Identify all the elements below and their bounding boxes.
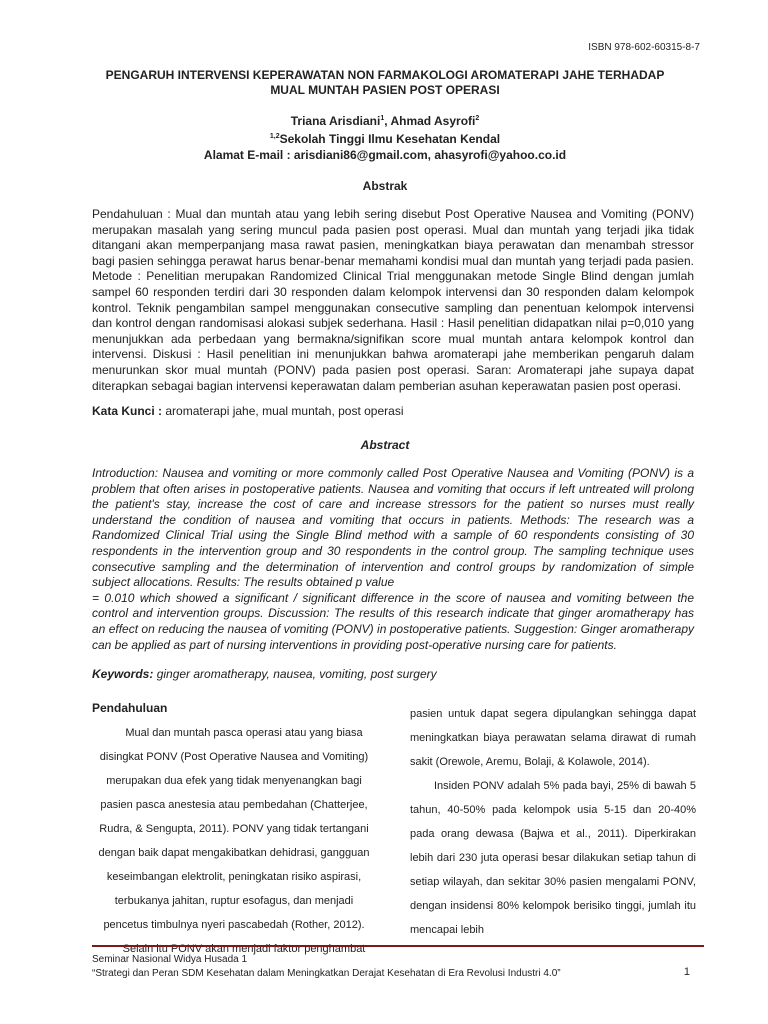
abstrak-heading: Abstrak — [362, 179, 408, 193]
body-line: terbukanya jahitan, ruptur esofagus, dan menjadi — [114, 895, 354, 907]
isbn-label: ISBN 978-602-60315-8-7 — [588, 42, 700, 53]
body-paragraph: Insiden PONV adalah 5% pada bayi, 25% di bawah 5 tahun, 40-50% pada kelompok usia 5-15 dan 20-40% pada orang dewasa (Bajwa et al., 2011). Diperkirakan lebih dari 230 juta operasi besar dilakukan setiap tahun di setiap wilayah, dan sekitar 30% pasien mengalami PONV, dengan insidensi 80% kelompok berisiko tinggi, jumlah itu mencapai lebih — [410, 780, 696, 936]
abstract-paragraph-2: = 0.010 which showed a significant / significant difference in the score of nausea and vomiting between the control and intervention groups. Discussion: The results of this research indicate that ginger aromatherapy has an effect on reducing the nausea of vomiting (PONV) in postoperative patients. Suggestion: Ginger aromatherapy can be applied as part of nursing interventions in providing post-operative nursing care for patients. — [92, 590, 694, 652]
kata-kunci-label: Kata Kunci : — [92, 404, 163, 418]
body-line: disingkat PONV (Post Operative Nausea and Vomiting) — [99, 751, 369, 763]
footer-line-1: Seminar Nasional Widya Husada 1 — [92, 954, 248, 965]
body-line: Selain itu PONV akan menjadi faktor penghambat — [122, 943, 366, 955]
abstract-body — [92, 466, 694, 653]
kata-kunci-text: aromaterapi jahe, mual muntah, post operasi — [162, 404, 404, 418]
body-paragraph: pasien untuk dapat segera dipulangkan sehingga dapat meningkatkan biaya perawatan selama dirawat di rumah sakit (Orewole, Aremu, Bolaji, & Kolawole, 2014). — [410, 708, 696, 768]
author-2-sup: 2 — [475, 115, 480, 122]
body-line: dengan baik dapat mengakibatkan dehidrasi, gangguan — [98, 847, 370, 859]
section-heading-pendahuluan: Pendahuluan — [92, 701, 168, 715]
keywords-label: Keywords: — [92, 667, 154, 681]
kata-kunci — [92, 404, 694, 418]
body-line: pencetus timbulnya nyeri pascabedah (Rother, 2012). — [103, 919, 365, 931]
author-block — [95, 111, 675, 163]
column-right — [410, 702, 696, 942]
footer-rule — [92, 945, 704, 947]
paper-title: PENGARUH INTERVENSI KEPERAWATAN NON FARMAKOLOGI AROMATERAPI JAHE TERHADAP MUAL MUNTAH PASIEN POST OPERASI — [105, 68, 665, 97]
body-line: merupakan dua efek yang tidak menyenangkan bagi — [106, 775, 362, 787]
keywords-text: ginger aromatherapy, nausea, vomiting, post surgery — [153, 667, 437, 681]
abstrak-body: Pendahuluan : Mual dan muntah atau yang lebih sering disebut Post Operative Nausea and Vomiting (PONV) merupakan masalah yang sering muncul pada pasien post operasi. Mual dan muntah yang terjadi jika tidak ditangani akan memperpanjang masa rawat pasien, meningkatkan biaya perawatan dan menambah stressor bagi pasien sehingga perawat harus benar-benar memahami kondisi mual dan muntah yang terjadi pada pasien. Metode : Penelitian merupakan Randomized Clinical Trial menggunakan metode Single Blind dengan jumlah sampel 60 responden terdiri dari 30 responden dalam kelompok intervensi dan 30 responden dalam kelompok kontrol. Teknik pengambilan sampel menggunakan consecutive sampling dan penentuan kelompok intervensi dan kontrol dengan randomisasi alokasi subjek sederhana. Hasil : Hasil penelitian didapatkan nilai p=0,010 yang menunjukkan ada perbedaan yang bermakna/signifikan score mual muntah antara kelompok kontrol dan intervensi. Diskusi : Hasil penelitian ini menunjukkan bahwa aromaterapi jahe memberikan pengaruh dalam menurunkan skor mual muntah (PONV) pada pasien post operasi. Saran: Aromaterapi jahe supaya dapat diterapkan sebagai bagian intervensi keperawatan dalam pemberian asuhan keperawatan pasien post operasi. — [92, 207, 694, 393]
author-2: , Ahmad Asyrofi — [384, 114, 476, 128]
affiliation-sup: 1,2 — [269, 133, 280, 140]
page-number: 1 — [683, 966, 690, 978]
body-line: Mual dan muntah pasca operasi atau yang biasa — [125, 727, 363, 739]
author-line — [95, 111, 675, 129]
abstract-paragraph-1: Introduction: Nausea and vomiting or more commonly called Post Operative Nausea and Vomiting (PONV) is a problem that often arises in postoperative patients. Nausea and vomiting that occurs if left untreated will prolong the patient's stay, increase the cost of care and increase stressors for the patient so nurses must really understand the condition of nausea and vomiting that occurs in patients. Methods: The research was a Randomized Clinical Trial using the Single Blind method with a sample of 60 respondents consisting of 30 respondents in the intervention group and 30 respondents in the control group. The sampling technique uses consecutive sampling and the determination of intervention and control groups by randomization of simple subject allocations. Results: The results obtained p value — [92, 466, 694, 590]
abstract-heading: Abstract — [360, 438, 410, 452]
keywords — [92, 667, 694, 681]
footer — [92, 953, 704, 981]
footer-line-2: “Strategi dan Peran SDM Kesehatan dalam Meningkatkan Derajat Kesehatan di Era Revolusi Industri 4.0” — [92, 968, 561, 979]
column-left — [92, 701, 376, 961]
affiliation-line — [95, 129, 675, 147]
email-line: Alamat E-mail : arisdiani86@gmail.com, ahasyrofi@yahoo.co.id — [203, 148, 567, 162]
body-line: keseimbangan elektrolit, peningkatan risiko aspirasi, — [106, 871, 362, 883]
author-1: Triana Arisdiani — [290, 114, 381, 128]
body-line: pasien pasca anestesia atau pembedahan (Chatterjee, — [100, 799, 368, 811]
body-line: Rudra, & Sengupta, 2011). PONV yang tidak tertangani — [99, 823, 369, 835]
affiliation: Sekolah Tinggi Ilmu Kesehatan Kendal — [279, 132, 501, 146]
author-1-sup: 1 — [380, 115, 385, 122]
